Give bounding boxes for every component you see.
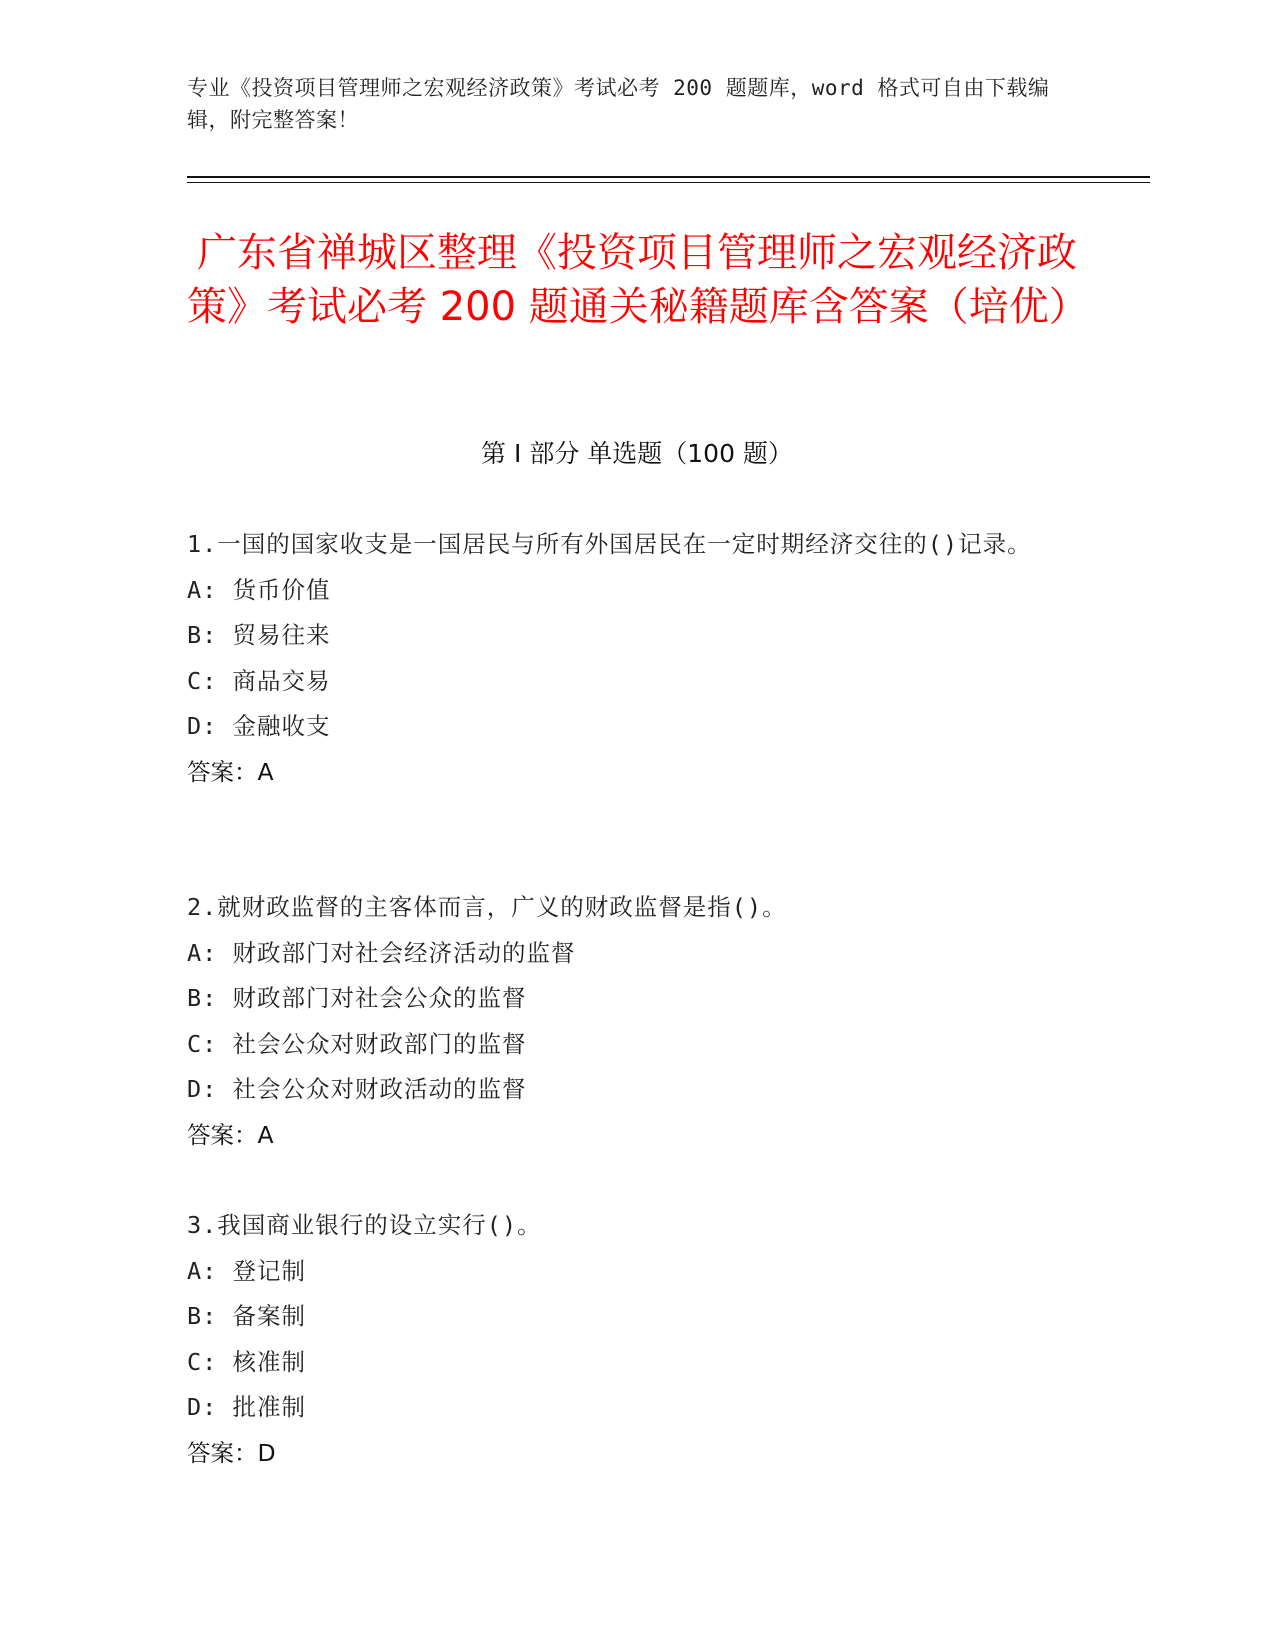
option-c: C: 社会公众对财政部门的监督 — [187, 1029, 527, 1058]
option-a: A: 财政部门对社会经济活动的监督 — [187, 938, 576, 967]
option-b: B: 备案制 — [187, 1302, 306, 1330]
option-c: C: 商品交易 — [187, 666, 331, 695]
header-note: 专业《投资项目管理师之宏观经济政策》考试必考 200 题题库，word 格式可自由下载编辑，附完整答案！ — [187, 76, 1050, 132]
option-c: C: 核准制 — [187, 1347, 306, 1376]
option-b: B: 财政部门对社会公众的监督 — [187, 984, 527, 1012]
question-2 — [187, 885, 1087, 1158]
question-stem: 3.我国商业银行的设立实行()。 — [187, 1211, 542, 1239]
option-a: A: 货币价值 — [187, 575, 331, 604]
question-1 — [187, 522, 1087, 795]
answer-line: 答案：A — [187, 1120, 274, 1149]
document-title: 广东省禅城区整理《投资项目管理师之宏观经济政策》考试必考 200 题通关秘籍题库含答案（培优） — [187, 230, 1089, 330]
answer-line: 答案：D — [187, 1438, 276, 1467]
option-d: D: 金融收支 — [187, 712, 331, 740]
question-stem: 1.一国的国家收支是一国居民与所有外国居民在一定时期经济交往的()记录。 — [187, 530, 1032, 558]
option-a: A: 登记制 — [187, 1256, 306, 1285]
section-heading: 第 I 部分 单选题（100 题） — [481, 439, 793, 468]
header-divider-thick — [187, 176, 1150, 178]
header-divider-thin — [187, 182, 1150, 183]
option-d: D: 批准制 — [187, 1393, 306, 1421]
option-b: B: 贸易往来 — [187, 621, 331, 649]
answer-line: 答案：A — [187, 757, 274, 786]
question-stem: 2.就财政监督的主客体而言，广义的财政监督是指()。 — [187, 893, 787, 921]
question-3 — [187, 1203, 1087, 1476]
option-d: D: 社会公众对财政活动的监督 — [187, 1075, 527, 1103]
